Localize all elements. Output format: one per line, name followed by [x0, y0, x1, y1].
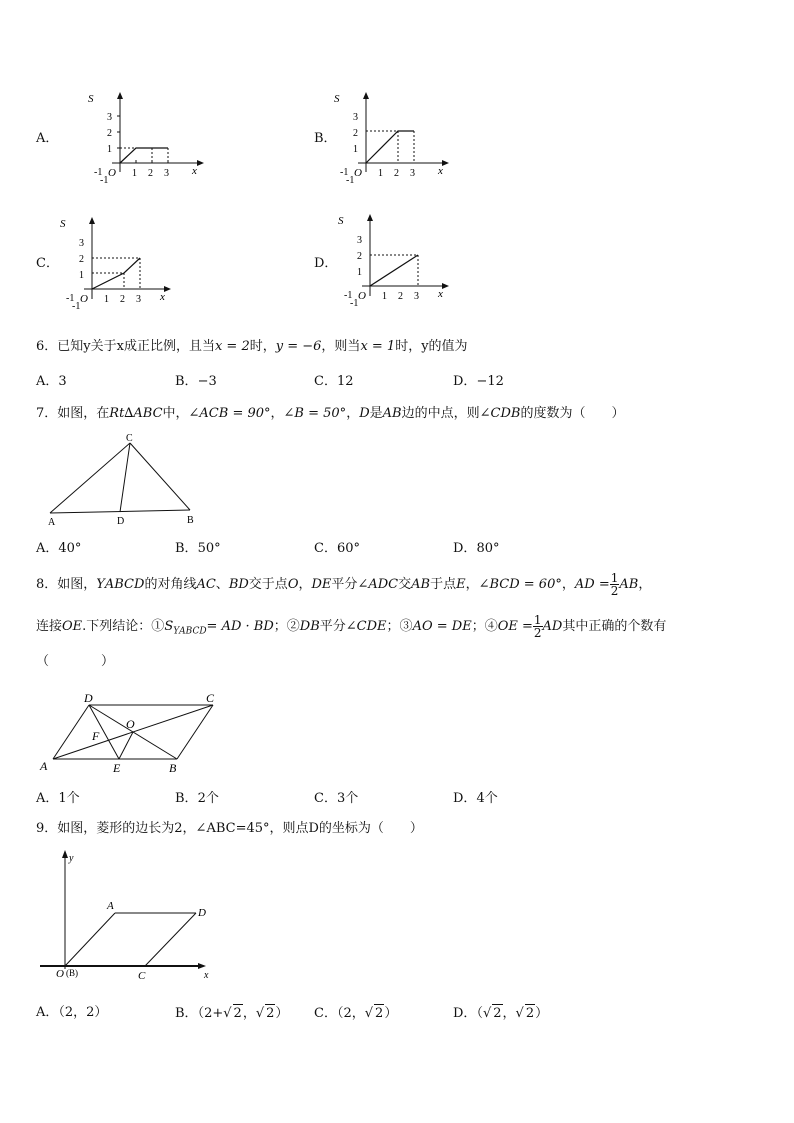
- option-label: C．: [36, 256, 59, 271]
- q9-option-d[interactable]: D．（√ 2，√ 2）: [453, 1006, 549, 1021]
- svg-text:2: 2: [394, 168, 399, 179]
- svg-text:2: 2: [148, 168, 153, 179]
- svg-text:x: x: [438, 165, 443, 177]
- q5-option-b[interactable]: [314, 90, 464, 185]
- svg-text:S: S: [334, 93, 340, 105]
- axis-label-x: x: [204, 970, 209, 981]
- svg-text:1: 1: [107, 144, 112, 155]
- q8-option-d[interactable]: D．4个: [453, 791, 498, 806]
- question-8-line1: 8．如图，ΥABCD的对角线AC、BD交于点O，DE平分∠ADC交AB于点E，∠BCD = 60°，AD = $\frac{1}{2}$ AB，: [36, 571, 652, 598]
- svg-text:-1: -1: [66, 293, 75, 304]
- q5-option-d[interactable]: [314, 212, 464, 307]
- q7-triangle-figure: [40, 430, 210, 530]
- svg-text:3: 3: [107, 112, 112, 123]
- svg-text:2: 2: [120, 294, 125, 305]
- axis-label-y: y: [69, 853, 74, 864]
- point-b: B: [169, 761, 177, 775]
- q8-option-c[interactable]: C．3个: [314, 791, 359, 806]
- point-o: O: [56, 968, 64, 980]
- svg-text:-1: -1: [72, 301, 81, 310]
- question-7: 7．如图，在Rt∆ABC中，∠ACB = 90°，∠B = 50°，D是AB边的中点，则∠CDB的度数为（ ）: [36, 406, 625, 421]
- q5-option-a[interactable]: [36, 90, 197, 185]
- q9-option-c[interactable]: C．（2，√ 2）: [314, 1006, 398, 1021]
- svg-text:1: 1: [132, 168, 137, 179]
- svg-text:2: 2: [107, 128, 112, 139]
- svg-text:-1: -1: [340, 167, 349, 178]
- svg-text:O: O: [358, 290, 366, 302]
- svg-text:x: x: [438, 288, 443, 300]
- option-label: A．: [36, 131, 59, 146]
- q9-rhombus-figure: [36, 845, 226, 990]
- point-a: A: [48, 517, 56, 528]
- svg-text:2: 2: [79, 254, 84, 265]
- svg-text:S: S: [338, 215, 344, 227]
- svg-text:1: 1: [382, 291, 387, 302]
- svg-text:2: 2: [357, 251, 362, 262]
- axis-label-y: S: [88, 93, 94, 105]
- svg-text:-1: -1: [344, 290, 353, 301]
- question-8-line2: 连接OE.下列结论：$①S_{\Upsilon ABCD}=$ AD · BD；②DB平分∠CDE；③AO = DE；④OE = $\frac{1}{2}$ AD其中正确的个数有: [36, 613, 667, 640]
- sqrt-symbol: √: [223, 1006, 232, 1021]
- q6-option-d[interactable]: D．−12: [453, 374, 504, 389]
- q8-parallelogram-figure: [36, 688, 226, 778]
- q6-option-c[interactable]: C．12: [314, 374, 354, 389]
- svg-text:1: 1: [357, 267, 362, 278]
- question-6: 6．已知y关于x成正比例，且当x = 2时，y = −6，则当x = 1时，y的值为: [36, 339, 468, 354]
- q9-option-a[interactable]: A．（2，2）: [36, 1005, 108, 1020]
- svg-text:2: 2: [353, 128, 358, 139]
- svg-text:O: O: [108, 167, 116, 179]
- svg-text:2: 2: [398, 291, 403, 302]
- svg-text:O: O: [354, 167, 362, 179]
- fraction-one-half: $\frac{1}{2}$: [610, 571, 619, 598]
- q8-option-a[interactable]: A．1个: [36, 791, 80, 806]
- sqrt-symbol: √: [515, 1006, 524, 1021]
- svg-text:1: 1: [378, 168, 383, 179]
- point-a: A: [107, 900, 114, 912]
- svg-text:O: O: [80, 293, 88, 305]
- sqrt-symbol: √: [482, 1006, 492, 1021]
- q7-option-a[interactable]: A．40°: [36, 541, 82, 556]
- point-b: B: [187, 515, 194, 526]
- svg-text:3: 3: [353, 112, 358, 123]
- point-e: E: [113, 761, 121, 775]
- axis-label-x: x: [192, 165, 197, 177]
- q7-option-c[interactable]: C．60°: [314, 541, 360, 556]
- q7-option-b[interactable]: B．50°: [175, 541, 221, 556]
- svg-text:x: x: [160, 291, 165, 303]
- question-9: 9．如图，菱形的边长为2，∠ABC=45°，则点D的坐标为（ ）: [36, 821, 423, 836]
- q5-option-c[interactable]: [36, 215, 186, 310]
- point-c: C: [206, 691, 215, 705]
- point-d: D: [198, 907, 206, 919]
- svg-text:3: 3: [136, 294, 141, 305]
- point-b: (B): [66, 968, 78, 978]
- svg-text:3: 3: [164, 168, 169, 179]
- svg-text:-1: -1: [346, 175, 355, 185]
- point-o: O: [126, 717, 135, 731]
- q6-option-b[interactable]: B．−3: [175, 374, 217, 389]
- svg-text:1: 1: [104, 294, 109, 305]
- point-f: F: [92, 729, 100, 743]
- option-label: B．: [314, 131, 337, 146]
- q9-option-b[interactable]: B．（2+√ 2，√ 2）: [175, 1006, 289, 1021]
- point-a: A: [40, 759, 48, 773]
- sqrt-symbol: √: [255, 1006, 265, 1021]
- graph-a: [76, 90, 206, 185]
- svg-text:1: 1: [353, 144, 358, 155]
- svg-text:3: 3: [79, 238, 84, 249]
- graph-b: [330, 90, 460, 185]
- svg-text:3: 3: [410, 168, 415, 179]
- point-c: C: [126, 433, 133, 444]
- graph-c: [52, 215, 182, 310]
- svg-text:3: 3: [357, 235, 362, 246]
- option-label: D．: [314, 256, 338, 271]
- sqrt-symbol: √: [364, 1006, 374, 1021]
- svg-text:1: 1: [79, 270, 84, 281]
- svg-text:3: 3: [414, 291, 419, 302]
- point-c: C: [138, 970, 146, 982]
- svg-text:-1: -1: [350, 298, 359, 307]
- svg-text:-1: -1: [100, 175, 109, 185]
- fraction-one-half: $\frac{1}{2}$: [533, 613, 542, 640]
- q7-option-d[interactable]: D．80°: [453, 541, 500, 556]
- point-d: D: [117, 516, 125, 527]
- q6-option-a[interactable]: A．3: [36, 374, 67, 389]
- svg-text:-1: -1: [94, 167, 103, 178]
- question-8-line3: （ ）: [36, 654, 115, 669]
- graph-d: [330, 212, 460, 307]
- point-d: D: [84, 691, 93, 705]
- q8-option-b[interactable]: B．2个: [175, 791, 219, 806]
- svg-text:S: S: [60, 218, 66, 230]
